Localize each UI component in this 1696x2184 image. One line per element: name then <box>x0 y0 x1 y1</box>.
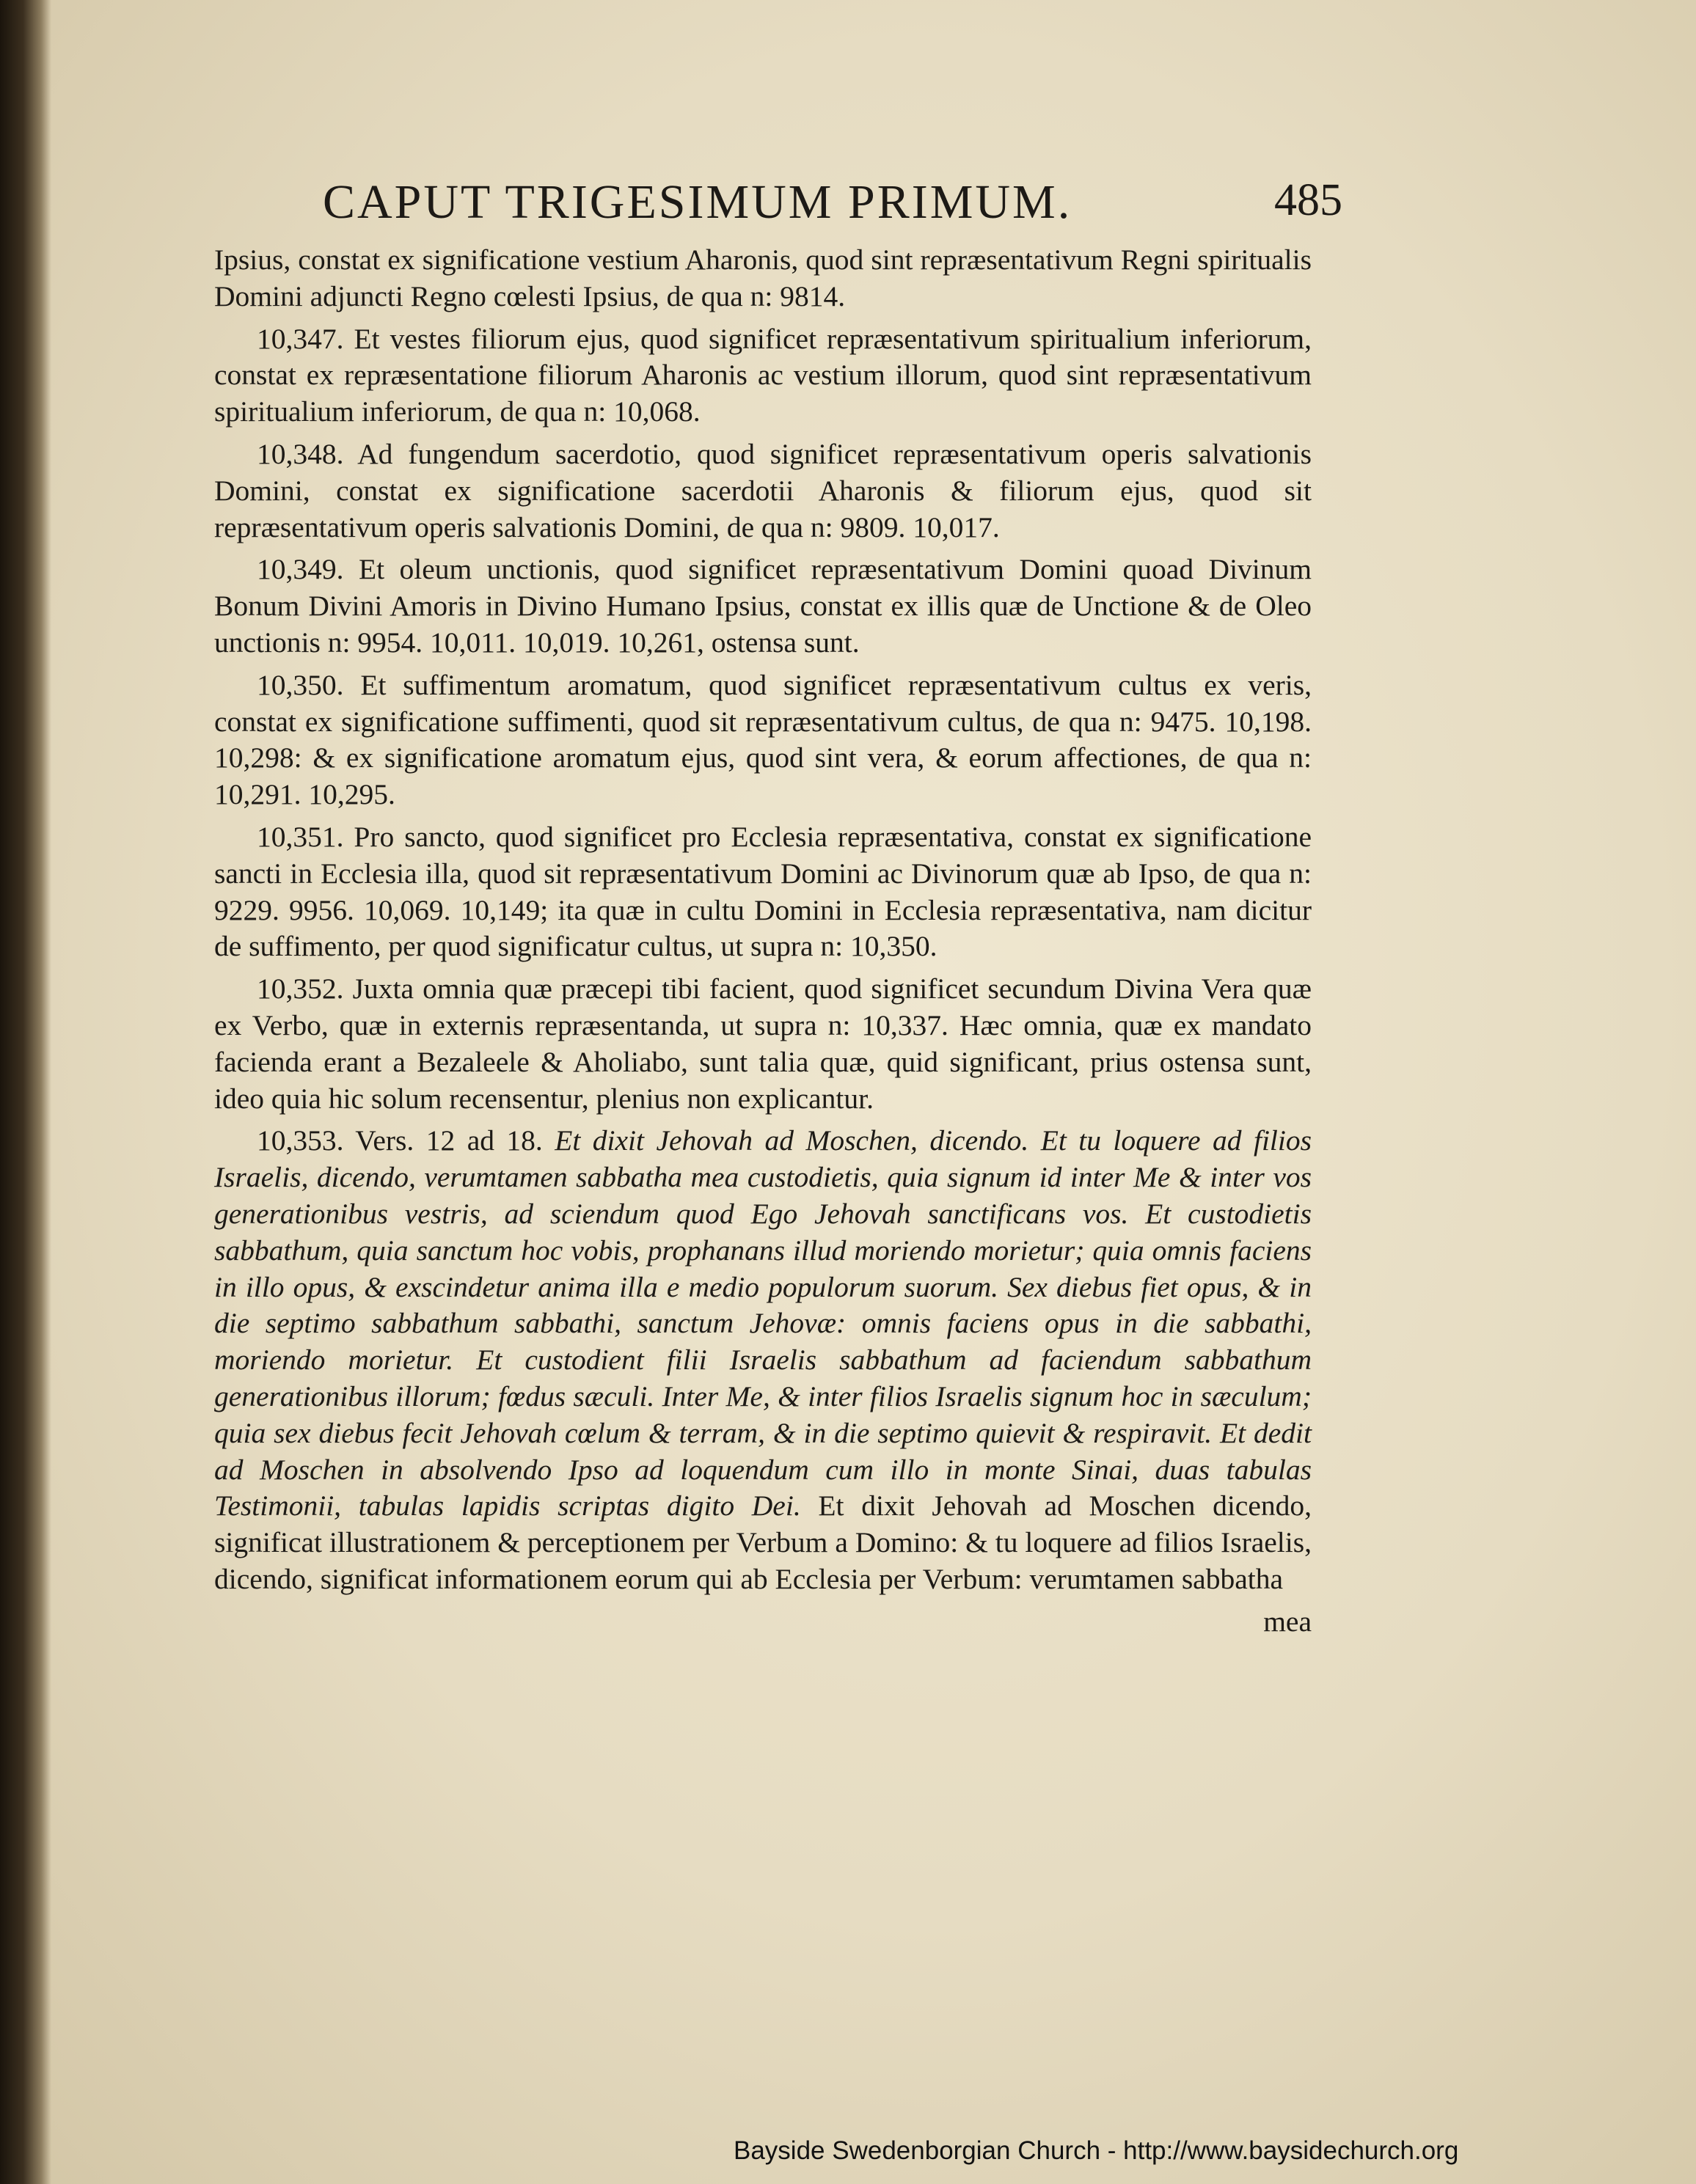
catchword-line <box>214 1604 1312 1641</box>
paragraph-text: Et dixit Jehovah ad Moschen dicendo, significat illustrationem & perceptionem per Verbum a Domino: & tu loquere ad filios Israelis, dicendo, significat informationem eorum qui ab Ecclesia per Verbum: verumtamen sabbatha <box>214 1489 1312 1595</box>
paragraph-text: 10,353. Vers. 12 ad 18. <box>257 1124 555 1157</box>
paragraph-text: 10,348. Ad fungendum sacerdotio, quod significet repræsentativum operis salvationis Domini, constat ex significatione sacerdotii Aharonis & filiorum ejus, quod sit repræsentativum operis salvationis Domini, de qua n: 9809. 10,017. <box>214 437 1312 543</box>
paragraph <box>214 819 1312 965</box>
paragraph-text: 10,351. Pro sancto, quod significet pro Ecclesia repræsentativa, constat ex significatione sancti in Ecclesia illa, quod sit repræsentativum Domini ac Divinorum quæ ab Ipso, de qua n: 9229. 9956. 10,069. 10,149; ita quæ in cultu Domini in Ecclesia repræsentativa, nam dicitur de suffimento, per quod significatur cultus, ut supra n: 10,350. <box>214 820 1312 963</box>
watermark-text: Bayside Swedenborgian Church - http://www.baysidechurch.org <box>734 2136 1459 2165</box>
paragraph-text: 10,347. Et vestes filiorum ejus, quod significet repræsentativum spiritualium inferiorum, constat ex repræsentatione filiorum Aharonis ac vestium illorum, quod sint repræsentativum spiritualium inferiorum, de qua n: 10,068. <box>214 322 1312 428</box>
paragraph <box>214 436 1312 546</box>
page-number: 485 <box>1274 175 1342 225</box>
body-text <box>214 242 1312 1641</box>
paragraph <box>214 552 1312 661</box>
paragraph <box>214 1123 1312 1597</box>
book-gutter-shadow <box>0 0 51 2184</box>
paragraph-text: Ipsius, constat ex significatione vestium Aharonis, quod sint repræsentativum Regni spiritualis Domini adjuncti Regno cœlesti Ipsius, de qua n: 9814. <box>214 243 1312 312</box>
paragraph <box>214 321 1312 430</box>
paragraph <box>214 971 1312 1117</box>
page-header <box>323 175 1342 233</box>
paragraph-text: 10,349. Et oleum unctionis, quod significet repræsentativum Domini quoad Divinum Bonum Divini Amoris in Divino Humano Ipsius, constat ex illis quæ de Unctione & de Oleo unctionis n: 9954. 10,011. 10,019. 10,261, ostensa sunt. <box>214 553 1312 659</box>
paragraph-text: 10,350. Et suffimentum aromatum, quod significet repræsentativum cultus ex veris, constat ex significatione suffimenti, quod sit repræsentativum cultus, de qua n: 9475. 10,198. 10,298: & ex significatione aromatum ejus, quod sint vera, & eorum affectiones, de qua n: 10,291. 10,295. <box>214 668 1312 811</box>
scripture-quote: Et dixit Jehovah ad Moschen, dicendo. Et tu loquere ad filios Israelis, dicendo, verumtamen sabbatha mea custodietis, quia signum id inter Me & inter vos generationibus vestris, ad sciendum quod Ego Jehovah sanctificans vos. Et custodietis sabbathum, quia sanctum hoc vobis, prophanans illud moriendo morietur; quia omnis faciens in illo opus, & exscindetur anima illa e medio populorum suorum. Sex diebus fiet opus, & in die septimo sabbathum sabbathi, sanctum Jehovæ: omnis faciens opus in die sabbathi, moriendo morietur. Et custodient filii Israelis sabbathum ad faciendum sabbathum generationibus illorum; fœdus sæculi. Inter Me, & inter filios Israelis signum hoc in sæculum; quia sex diebus fecit Jehovah cœlum & terram, & in die septimo quievit & respiravit. Et dedit ad Moschen in absolvendo Ipso ad loquendum cum illo in monte Sinai, duas tabulas Testimonii, tabulas lapidis scriptas digito Dei. <box>214 1124 1312 1522</box>
catchword: mea <box>1263 1605 1312 1638</box>
paragraph <box>214 242 1312 315</box>
paragraph-text: 10,352. Juxta omnia quæ præcepi tibi facient, quod significet secundum Divina Vera quæ ex Verbo, quæ in externis repræsentanda, ut supra n: 10,337. Hæc omnia, quæ ex mandato facienda erant a Bezaleele & Aholiabo, sunt talia quæ, quid significant, prius ostensa sunt, ideo quia hic solum recensentur, plenius non explicantur. <box>214 972 1312 1115</box>
running-head: CAPUT TRIGESIMUM PRIMUM. <box>323 175 1072 229</box>
paragraph <box>214 667 1312 813</box>
